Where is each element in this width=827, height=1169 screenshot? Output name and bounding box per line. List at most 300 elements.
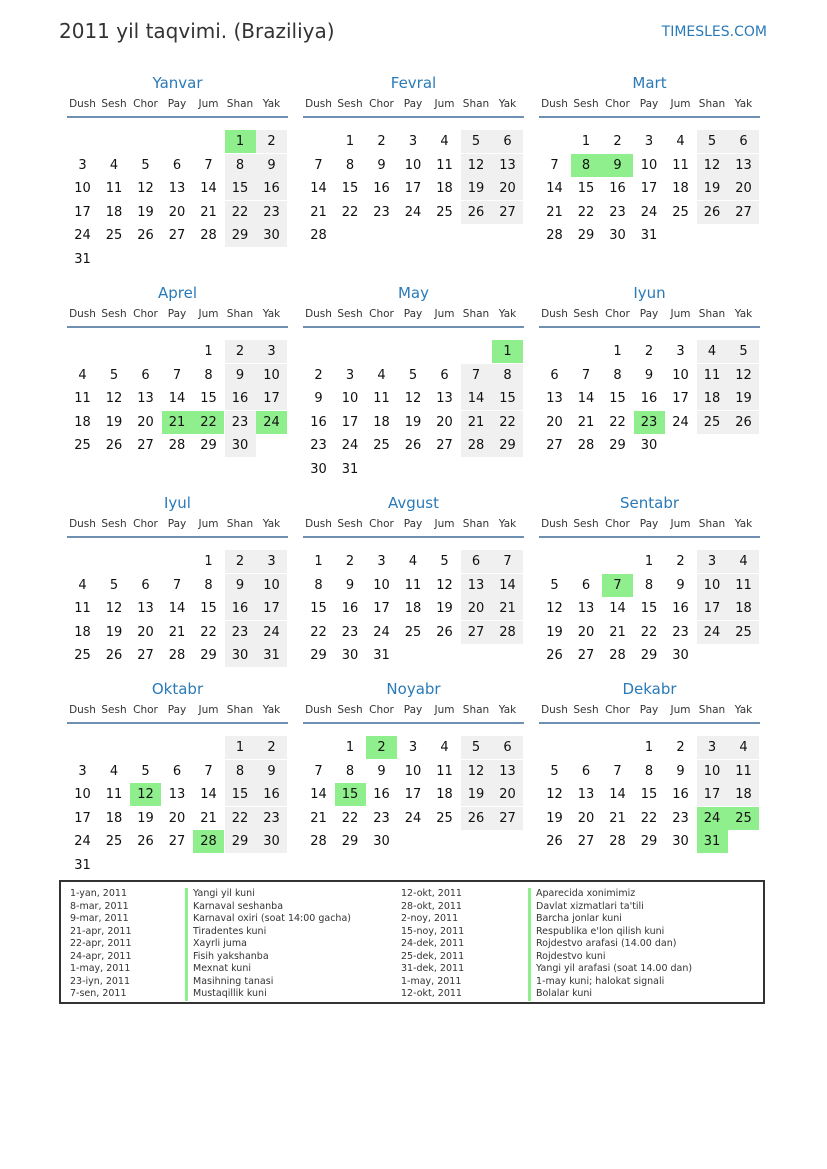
- day-cell: 19: [461, 177, 492, 200]
- day-cell: 6: [550, 367, 559, 383]
- day-cell: 1: [314, 554, 323, 569]
- day-cell: 22: [200, 624, 217, 640]
- day-cell: 29: [225, 224, 256, 247]
- day-cell: 8: [613, 367, 622, 383]
- day-cell: 1: [581, 134, 591, 149]
- day-cell: 30: [672, 834, 689, 850]
- day-cell: 21: [310, 204, 327, 220]
- day-cell: 4: [408, 554, 418, 569]
- day-cell: 31: [256, 644, 287, 667]
- day-cell: 5: [697, 130, 728, 153]
- month-iyun: [539, 283, 760, 473]
- day-cell: 13: [461, 574, 492, 597]
- day-cell: 19: [461, 783, 492, 806]
- day-cell: 3: [78, 763, 87, 779]
- day-cell: 6: [728, 130, 759, 153]
- day-cell: 9: [256, 154, 287, 177]
- day-cell: 25: [404, 624, 422, 640]
- day-cell: 9: [256, 760, 287, 783]
- day-cell: 13: [137, 601, 154, 617]
- day-cell: 17: [404, 181, 422, 197]
- weekday-header: Chor: [605, 98, 630, 110]
- day-cell: 28: [193, 830, 224, 853]
- weekday-header: Shan: [462, 518, 490, 530]
- day-cell: 8: [571, 154, 602, 177]
- legend-holiday-name: Tiradentes kuni: [185, 926, 351, 939]
- day-cell: 16: [672, 787, 689, 803]
- day-cell: 5: [461, 736, 492, 759]
- day-cell: 14: [609, 787, 626, 803]
- weekday-header: Pay: [167, 308, 187, 320]
- day-cell: 25: [105, 834, 123, 850]
- day-cell: 17: [640, 181, 658, 197]
- day-cell: 6: [440, 367, 449, 383]
- day-cell: 30: [373, 834, 390, 850]
- day-cell: 14: [200, 787, 217, 803]
- day-cell: 15: [310, 601, 327, 617]
- weekday-header: Pay: [403, 518, 423, 530]
- weekday-header: Chor: [133, 518, 158, 530]
- day-cell: 20: [436, 414, 453, 430]
- day-cell: 21: [461, 411, 492, 434]
- day-cell: 26: [105, 648, 123, 664]
- day-cell: 23: [373, 810, 390, 826]
- month-header-rule: [303, 116, 524, 118]
- day-cell: 5: [141, 157, 150, 173]
- day-cell: 30: [672, 648, 689, 664]
- day-cell: 15: [577, 181, 595, 197]
- day-cell: 29: [310, 648, 327, 664]
- day-cell: 28: [168, 648, 186, 664]
- day-cell: 7: [204, 763, 213, 779]
- month-name: Avgust: [388, 494, 439, 512]
- day-cell: 15: [225, 177, 256, 200]
- legend-left-names: [185, 888, 351, 1001]
- day-cell: 1: [204, 344, 213, 359]
- day-cell: 15: [200, 391, 217, 407]
- day-cell: 5: [408, 367, 418, 383]
- day-cell: 2: [676, 554, 685, 569]
- day-cell: 5: [109, 367, 119, 383]
- day-cell: 4: [377, 367, 386, 383]
- day-cell: 20: [728, 177, 759, 200]
- day-cell: 19: [546, 624, 563, 640]
- day-cell: 10: [640, 157, 658, 173]
- day-cell: 3: [256, 550, 287, 573]
- weekday-header: Dush: [305, 518, 332, 530]
- day-cell: 18: [105, 204, 123, 220]
- weekday-header: Chor: [133, 308, 158, 320]
- day-cell: 12: [105, 391, 123, 407]
- day-cell: 1: [644, 554, 654, 569]
- day-cell: 13: [168, 787, 186, 803]
- day-cell: 20: [461, 597, 492, 620]
- day-cell: 13: [492, 154, 523, 177]
- legend-date: 24-dek, 2011: [401, 938, 465, 949]
- day-cell: 14: [168, 391, 186, 407]
- weekday-header: Pay: [403, 704, 423, 716]
- month-name: Oktabr: [151, 680, 204, 698]
- weekday-header: Chor: [369, 518, 394, 530]
- day-cell: 2: [256, 736, 287, 759]
- weekday-header: Dush: [541, 518, 568, 530]
- day-cell: 28: [200, 228, 217, 244]
- day-cell: 21: [310, 810, 327, 826]
- weekday-header: Shan: [698, 518, 726, 530]
- weekday-header: Sesh: [337, 704, 363, 716]
- weekday-header: Dush: [69, 98, 96, 110]
- day-cell: 22: [310, 624, 327, 640]
- day-cell: 28: [168, 438, 186, 454]
- day-cell: 28: [492, 621, 523, 644]
- day-cell: 6: [581, 577, 591, 593]
- day-cell: 12: [137, 181, 154, 197]
- day-cell: 26: [105, 438, 123, 454]
- weekday-header: Sesh: [573, 518, 599, 530]
- day-cell: 4: [440, 740, 449, 755]
- day-cell: 5: [109, 577, 119, 593]
- day-cell: 17: [256, 387, 287, 410]
- day-cell: 27: [577, 834, 595, 850]
- month-header-rule: [539, 326, 760, 328]
- day-cell: 3: [408, 134, 418, 149]
- month-avgust: [303, 493, 524, 683]
- day-cell: 16: [225, 387, 256, 410]
- day-cell: 27: [137, 438, 154, 454]
- day-cell: 14: [492, 574, 523, 597]
- day-cell: 13: [577, 787, 595, 803]
- day-cell: 27: [168, 834, 186, 850]
- weekday-header: Pay: [639, 98, 659, 110]
- day-cell: 10: [74, 787, 91, 803]
- day-cell: 23: [225, 621, 256, 644]
- day-cell: 18: [436, 787, 453, 803]
- day-cell: 21: [492, 597, 523, 620]
- day-cell: 15: [335, 783, 366, 806]
- day-cell: 2: [225, 550, 256, 573]
- day-cell: 29: [341, 834, 359, 850]
- site-link[interactable]: TIMESLES.COM: [661, 24, 767, 40]
- weekday-header: Shan: [226, 704, 254, 716]
- day-cell: 2: [345, 554, 355, 569]
- month-name: Iyul: [164, 494, 191, 512]
- day-cell: 5: [550, 763, 559, 779]
- day-cell: 9: [345, 577, 355, 593]
- month-fevral: [303, 73, 524, 263]
- day-cell: 1: [204, 554, 213, 569]
- day-cell: 6: [492, 736, 523, 759]
- day-cell: 17: [341, 414, 359, 430]
- day-cell: 22: [640, 624, 658, 640]
- day-cell: 24: [697, 807, 728, 830]
- day-cell: 26: [137, 228, 154, 244]
- weekday-header: Sesh: [337, 518, 363, 530]
- day-cell: 11: [74, 391, 91, 407]
- day-cell: 10: [404, 763, 422, 779]
- day-cell: 21: [546, 204, 563, 220]
- day-cell: 19: [546, 810, 563, 826]
- day-cell: 22: [577, 204, 595, 220]
- legend-holiday-name: Mexnat kuni: [185, 963, 351, 976]
- weekday-header: Shan: [698, 704, 726, 716]
- day-cell: 18: [728, 783, 759, 806]
- weekday-header: Pay: [167, 98, 187, 110]
- day-cell: 1: [345, 134, 355, 149]
- legend-holiday-name: Karnaval seshanba: [185, 901, 351, 914]
- legend-date: 12-okt, 2011: [401, 888, 462, 899]
- day-cell: 30: [609, 228, 626, 244]
- weekday-header: Jum: [434, 98, 455, 110]
- day-cell: 29: [609, 438, 626, 454]
- weekday-header: Jum: [434, 518, 455, 530]
- holiday-legend: [59, 880, 765, 1004]
- day-cell: 22: [193, 411, 224, 434]
- day-cell: 23: [634, 411, 665, 434]
- day-cell: 16: [373, 181, 390, 197]
- day-cell: 16: [310, 414, 327, 430]
- day-cell: 3: [256, 340, 287, 363]
- legend-holiday-name: Xayrli juma: [185, 938, 351, 951]
- day-cell: 7: [550, 157, 559, 173]
- page-title: 2011 yil taqvimi. (Braziliya): [59, 19, 335, 43]
- day-cell: 12: [130, 783, 161, 806]
- day-cell: 7: [314, 157, 323, 173]
- day-cell: 22: [341, 810, 359, 826]
- month-yanvar: [67, 73, 288, 267]
- day-cell: 18: [74, 414, 91, 430]
- weekday-header: Chor: [369, 98, 394, 110]
- day-cell: 18: [672, 181, 689, 197]
- day-cell: 26: [546, 834, 563, 850]
- day-cell: 16: [341, 601, 359, 617]
- day-cell: 1: [345, 740, 355, 755]
- day-cell: 2: [676, 740, 685, 755]
- day-cell: 29: [640, 648, 658, 664]
- day-cell: 22: [341, 204, 359, 220]
- day-cell: 30: [256, 830, 287, 853]
- day-cell: 23: [672, 624, 689, 640]
- day-cell: 24: [341, 438, 359, 454]
- month-header-rule: [67, 326, 288, 328]
- day-cell: 29: [492, 434, 523, 457]
- month-header-rule: [539, 536, 760, 538]
- weekday-header: Dush: [69, 308, 96, 320]
- day-cell: 31: [697, 830, 728, 853]
- day-cell: 26: [728, 411, 759, 434]
- day-cell: 8: [644, 577, 654, 593]
- day-cell: 20: [137, 414, 154, 430]
- weekday-header: Chor: [605, 518, 630, 530]
- day-cell: 28: [461, 434, 492, 457]
- weekday-header: Jum: [198, 704, 219, 716]
- day-cell: 9: [377, 157, 386, 173]
- legend-right-dates: [401, 888, 464, 1001]
- day-cell: 16: [640, 391, 658, 407]
- day-cell: 24: [74, 228, 91, 244]
- weekday-header: Yak: [734, 704, 753, 716]
- weekday-header: Shan: [698, 308, 726, 320]
- day-cell: 6: [172, 763, 182, 779]
- day-cell: 13: [492, 760, 523, 783]
- day-cell: 14: [577, 391, 595, 407]
- day-cell: 14: [310, 181, 327, 197]
- weekday-header: Pay: [403, 308, 423, 320]
- day-cell: 1: [492, 340, 523, 363]
- day-cell: 27: [492, 201, 523, 224]
- day-cell: 8: [314, 577, 323, 593]
- day-cell: 8: [204, 367, 213, 383]
- weekday-header: Pay: [639, 704, 659, 716]
- day-cell: 30: [341, 648, 359, 664]
- day-cell: 24: [404, 810, 422, 826]
- day-cell: 23: [672, 810, 689, 826]
- legend-holiday-name: Davlat xizmatlari ta'tili: [528, 901, 692, 914]
- weekday-header: Yak: [734, 98, 753, 110]
- day-cell: 12: [404, 391, 422, 407]
- day-cell: 11: [74, 601, 91, 617]
- legend-holiday-name: Yangi yil kuni: [185, 888, 351, 901]
- day-cell: 11: [105, 181, 123, 197]
- day-cell: 27: [546, 438, 563, 454]
- month-header-rule: [303, 722, 524, 724]
- day-cell: 21: [609, 624, 626, 640]
- day-cell: 18: [436, 181, 453, 197]
- day-cell: 7: [581, 367, 591, 383]
- day-cell: 15: [492, 387, 523, 410]
- day-cell: 16: [256, 783, 287, 806]
- day-cell: 23: [256, 807, 287, 830]
- day-cell: 23: [373, 204, 390, 220]
- day-cell: 19: [404, 414, 422, 430]
- day-cell: 6: [581, 763, 591, 779]
- day-cell: 21: [162, 411, 193, 434]
- weekday-header: Jum: [198, 518, 219, 530]
- day-cell: 11: [436, 763, 453, 779]
- day-cell: 24: [672, 414, 689, 430]
- weekday-header: Chor: [369, 308, 394, 320]
- weekday-header: Shan: [698, 98, 726, 110]
- day-cell: 18: [404, 601, 422, 617]
- day-cell: 3: [78, 157, 87, 173]
- day-cell: 30: [225, 434, 256, 457]
- day-cell: 27: [168, 228, 186, 244]
- legend-holiday-name: Rojdestvo kuni: [528, 951, 692, 964]
- weekday-header: Jum: [198, 308, 219, 320]
- weekday-header: Shan: [462, 98, 490, 110]
- day-cell: 14: [609, 601, 626, 617]
- weekday-header: Chor: [605, 704, 630, 716]
- day-cell: 7: [204, 157, 213, 173]
- day-cell: 4: [697, 340, 728, 363]
- legend-date: 2-noy, 2011: [401, 913, 459, 924]
- legend-holiday-name: Karnaval oxiri (soat 14:00 gacha): [185, 913, 351, 926]
- weekday-header: Shan: [226, 518, 254, 530]
- day-cell: 21: [200, 810, 217, 826]
- day-cell: 7: [461, 364, 492, 387]
- day-cell: 19: [105, 414, 123, 430]
- day-cell: 12: [546, 601, 563, 617]
- day-cell: 12: [105, 601, 123, 617]
- day-cell: 20: [168, 810, 186, 826]
- legend-holiday-name: Yangi yil arafasi (soat 14.00 dan): [528, 963, 692, 976]
- day-cell: 23: [310, 438, 327, 454]
- day-cell: 3: [697, 736, 728, 759]
- day-cell: 28: [577, 438, 595, 454]
- day-cell: 1: [225, 736, 256, 759]
- day-cell: 8: [345, 763, 355, 779]
- day-cell: 18: [74, 624, 91, 640]
- day-cell: 2: [613, 134, 622, 149]
- day-cell: 21: [609, 810, 626, 826]
- day-cell: 20: [492, 783, 523, 806]
- weekday-header: Sesh: [101, 308, 127, 320]
- weekday-header: Sesh: [573, 308, 599, 320]
- day-cell: 17: [373, 601, 390, 617]
- day-cell: 16: [225, 597, 256, 620]
- day-cell: 6: [172, 157, 182, 173]
- day-cell: 7: [172, 577, 182, 593]
- day-cell: 11: [404, 577, 422, 593]
- month-mart: [539, 73, 760, 263]
- day-cell: 5: [141, 763, 150, 779]
- day-cell: 13: [436, 391, 453, 407]
- day-cell: 13: [137, 391, 154, 407]
- weekday-header: Pay: [639, 518, 659, 530]
- day-cell: 26: [546, 648, 563, 664]
- day-cell: 20: [546, 414, 563, 430]
- day-cell: 11: [373, 391, 390, 407]
- legend-holiday-name: Aparecida xonimimiz: [528, 888, 692, 901]
- day-cell: 31: [341, 462, 359, 477]
- month-aprel: [67, 283, 288, 473]
- day-cell: 10: [256, 574, 287, 597]
- day-cell: 9: [225, 364, 256, 387]
- day-cell: 8: [225, 154, 256, 177]
- weekday-header: Dush: [69, 518, 96, 530]
- day-cell: 5: [461, 130, 492, 153]
- day-cell: 11: [105, 787, 123, 803]
- day-cell: 4: [728, 736, 759, 759]
- legend-date: 31-dek, 2011: [401, 963, 465, 974]
- day-cell: 3: [408, 740, 418, 755]
- day-cell: 4: [78, 577, 87, 593]
- month-name: Mart: [632, 74, 667, 92]
- day-cell: 9: [314, 391, 323, 407]
- day-cell: 31: [74, 252, 91, 267]
- day-cell: 26: [461, 201, 492, 224]
- weekday-header: Dush: [541, 308, 568, 320]
- weekday-header: Sesh: [101, 98, 127, 110]
- day-cell: 22: [492, 411, 523, 434]
- day-cell: 29: [640, 834, 658, 850]
- day-cell: 21: [577, 414, 595, 430]
- day-cell: 13: [728, 154, 759, 177]
- day-cell: 25: [74, 438, 91, 454]
- weekday-header: Sesh: [101, 704, 127, 716]
- day-cell: 6: [141, 577, 150, 593]
- weekday-header: Chor: [605, 308, 630, 320]
- day-cell: 26: [436, 624, 453, 640]
- month-oktabr: [67, 679, 288, 873]
- day-cell: 10: [697, 760, 728, 783]
- day-cell: 11: [436, 157, 453, 173]
- day-cell: 5: [440, 554, 449, 569]
- weekday-header: Yak: [262, 518, 281, 530]
- day-cell: 16: [256, 177, 287, 200]
- weekday-header: Chor: [369, 704, 394, 716]
- legend-holiday-name: Masihning tanasi: [185, 976, 351, 989]
- day-cell: 7: [602, 574, 633, 597]
